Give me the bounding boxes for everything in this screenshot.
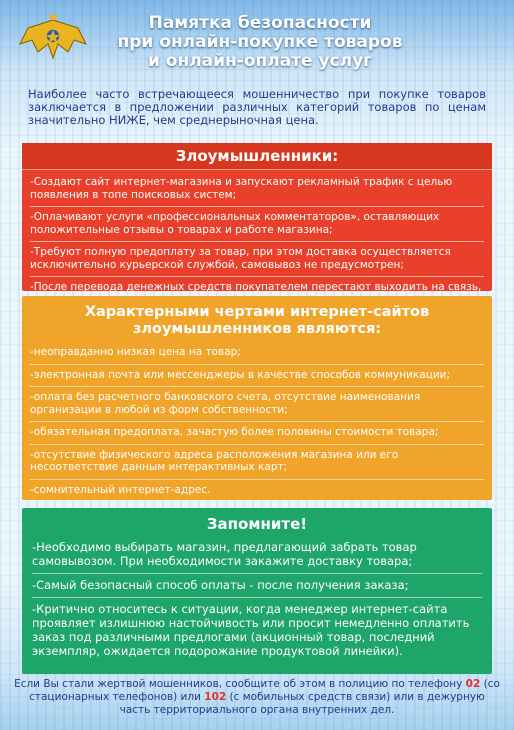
traits-item: -сомнительный интернет-адрес. <box>30 483 211 496</box>
remember-box <box>22 508 492 674</box>
title-line-1: Памятка безопасности <box>148 13 372 33</box>
traits-heading <box>22 296 492 344</box>
fraudsters-item: -Создают сайт интернет-магазина и запускают рекламный трафик с целью появления в топе поисковых систем; <box>30 176 484 207</box>
fraudsters-box <box>22 143 492 291</box>
traits-item: -обязательная предоплата, зачастую более половины стоимости товара; <box>30 426 484 445</box>
remember-item: -Самый безопасный способ оплаты - после получения заказа; <box>32 578 482 598</box>
police-number-102: 102 <box>204 691 227 703</box>
traits-heading-line-1: Характерными чертами интернет-сайтов <box>84 304 430 320</box>
traits-item: -оплата без расчетного банковского счета, отсутствие наименования организации в любой из форм собственности; <box>30 391 484 422</box>
fraudsters-heading: Злоумышленники: <box>22 143 492 170</box>
footer-text-1: Если Вы стали жертвой мошенников, сообщите об этом в полицию по телефону <box>14 678 466 690</box>
remember-heading: Запомните! <box>206 515 308 533</box>
police-eagle-emblem-icon <box>18 14 88 64</box>
remember-item: -Необходимо выбирать магазин, предлагающий забрать товар самовывозом. При необходимости закажите доставку товара; <box>32 540 482 574</box>
traits-item: -электронная почта или мессенджеры в качестве способов коммуникации; <box>30 369 484 388</box>
fraudsters-item: -Требуют полную предоплату за товар, при этом доставка осуществляется исключительно курьерской службой, самовывоз не предусмотрен; <box>30 246 484 277</box>
page-title <box>90 14 430 71</box>
traits-item: -неоправданно низкая цена на товар; <box>30 346 484 365</box>
traits-heading-line-2: злоумышленников являются: <box>132 321 382 337</box>
traits-item: -отсутствие физического адреса расположения магазина или его несоответствие данным интерактивных карт; <box>30 449 484 480</box>
footer-text-2: (со стационарных телефонов) или <box>29 678 500 703</box>
traits-box <box>22 296 492 500</box>
title-line-2: при онлайн-покупке товаров <box>117 32 403 52</box>
police-number-02: 02 <box>465 678 481 690</box>
remember-item: -Критично относитесь к ситуации, когда менеджер интернет-сайта проявляет излишнюю настойчивость или просит немедленно оплатить заказ под различными предлогами (акционный товар, последний экземпляр, ожидается подорожание продуктовой линейки). <box>32 602 470 658</box>
intro-paragraph: Наиболее часто встречающееся мошенничество при покупке товаров заключается в предложении различных категорий товаров по ценам значительно НИЖЕ, чем среднерыночная цена. <box>28 87 486 127</box>
footer-text-3: (с мобильных средств связи) или в дежурную часть территориального органа внутренних дел. <box>119 691 485 716</box>
footer-note <box>14 678 500 717</box>
fraudsters-item: -После перевода денежных средств покупателем перестают выходить на связь, <box>30 281 482 293</box>
fraudsters-item: -Оплачивают услуги «профессиональных комментаторов», оставляющих положительные отзывы о товарах и работе магазина; <box>30 211 484 242</box>
title-line-3: и онлайн-оплате услуг <box>147 51 373 71</box>
